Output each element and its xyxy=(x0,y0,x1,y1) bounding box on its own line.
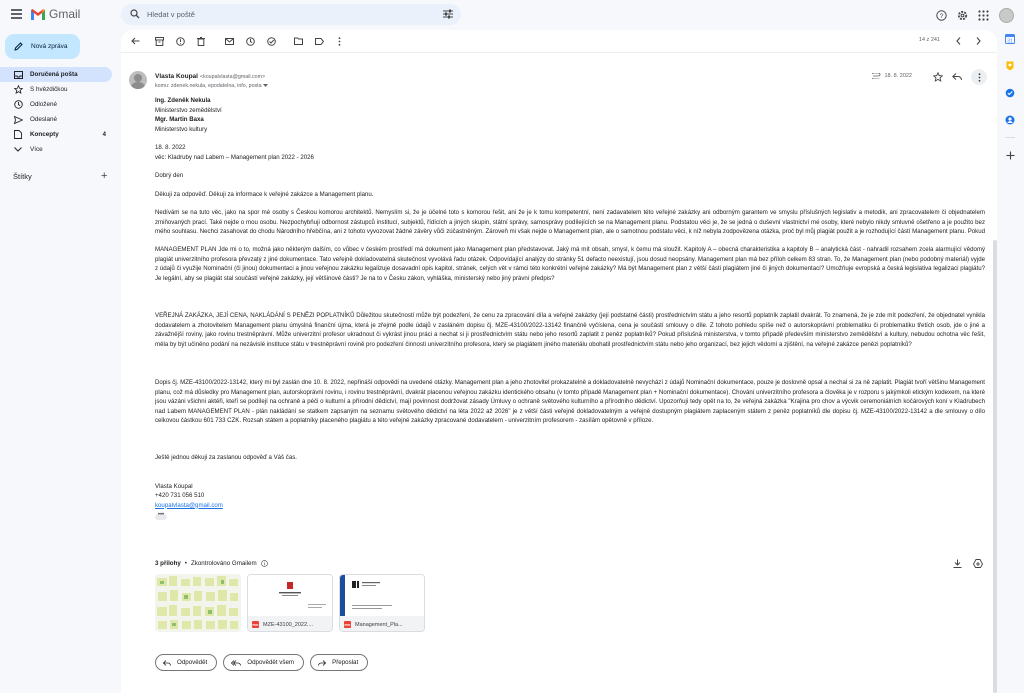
subject-line: věc: Kladruby nad Labem – Management plan 2022 - 2026 xyxy=(155,153,314,161)
signature-email-link[interactable]: koupalvlasta@gmail.com xyxy=(155,501,223,509)
addressee-name: Mgr. Martin Baxa xyxy=(155,116,204,123)
scrollbar[interactable] xyxy=(993,240,997,693)
document-thumbnail-image xyxy=(248,575,333,616)
delete-icon[interactable] xyxy=(196,36,206,46)
pdf-icon: PDF xyxy=(252,622,259,627)
message-more-button[interactable] xyxy=(971,69,987,85)
attachment-2[interactable] xyxy=(247,574,333,632)
show-trimmed-content-button[interactable]: ••• xyxy=(155,514,167,520)
star-message-icon[interactable] xyxy=(933,72,943,82)
more-options-icon[interactable] xyxy=(334,36,344,46)
sender-name[interactable]: Vlasta Koupal xyxy=(155,73,198,80)
paragraph-4: VEŘEJNÁ ZAKÁZKA, JEJÍ CENA, NAKLÁDÁNÍ S PENĚZI POPLATNÍKŮ Důležitou skutečností může být podezření, že cenu za zpracování díla a veřejné zakázky (její podstatné části) prostřednictvím státu a jeho resortů poplatník zaplatil dvakrát. To znamená, že je zde mít podezření, že objednatel vynikla dodavatelem a zhotovitelem Management planu úmyslná finanční újma, která je zřejmě podle údajů v zasláném dopisu čj. MZE-43100/2022-13142 finančně vyčíslena, cena je součástí smlouvy o díle. Z tohoto pohledu spíše než o autorskoprávní problematiku či problematiku třetích osob, jde o jiné a závažnější roviny, jako rovinu trestněprávní. Může univerzitní profesor ukradnout či vykrást jinou práci a nechat si ji prostřednictvím státu nebo jeho resortů zaplatit z peněz poplatníků? Pokud příslušná ministerstva, v tomto případě především ministerstvo zemědělství a kultury, nebudou ochotna věc řešit, měla by být učiněno podání na nezávislé instituce státu v trestněprávní rovině pro podezření činnosti univerzitního profesora, který se plagiátem jiného materiálu obohatil prostřednictvím státu nebo jeho organizací, bez jejich vědomí a zjištění, na veřejné zakázce penězi poplatníků? xyxy=(155,312,985,348)
attachments-header: 3 přílohy • Zkontrolováno Gmailem xyxy=(155,560,268,567)
reply-label: Odpovědět xyxy=(177,659,208,666)
reply-all-label: Odpovědět všem xyxy=(247,659,295,666)
paragraph-1: Děkuji za odpověď. Děkuji za informace k veřejné zakázce a Management planu. xyxy=(155,190,374,198)
attachments-count: 3 přílohy xyxy=(155,560,181,567)
sidebar-item-label: Doručená pošta xyxy=(30,71,78,78)
sidebar-item-label: Odeslané xyxy=(30,116,57,123)
greeting: Dobrý den xyxy=(155,172,184,179)
sidebar-item-starred[interactable] xyxy=(0,82,112,97)
recipients-dropdown-icon[interactable] xyxy=(263,84,268,87)
sender-email: <koupalvlasta@gmail.com> xyxy=(199,74,266,80)
star-icon xyxy=(14,85,23,94)
reply-all-button[interactable] xyxy=(223,654,304,671)
reply-actions xyxy=(155,654,368,671)
svg-text:?: ? xyxy=(939,13,944,20)
forward-arrow-icon xyxy=(318,660,326,666)
paragraph-6: Ještě jednou děkuji za zaslanou odpověď a Váš čas. xyxy=(155,454,297,461)
info-icon[interactable] xyxy=(261,560,268,567)
keep-icon[interactable] xyxy=(1005,61,1015,71)
addressee-org: Ministerstvo zemědělství xyxy=(155,106,222,114)
snooze-icon[interactable] xyxy=(245,36,255,46)
message-date-text: 18. 8. 2022 xyxy=(884,73,912,79)
sidebar-item-drafts[interactable] xyxy=(0,127,112,142)
letter-date: 18. 8. 2022 xyxy=(155,144,186,151)
back-arrow-icon[interactable] xyxy=(130,36,140,46)
sidebar-item-inbox[interactable] xyxy=(0,67,112,82)
signature-phone: +420 731 056 510 xyxy=(155,492,205,499)
attachment-3[interactable] xyxy=(339,574,425,632)
vertical-dots-icon xyxy=(978,73,981,82)
reply-arrow-icon xyxy=(163,660,171,666)
addressee-org: Ministerstvo kultury xyxy=(155,125,208,133)
clock-icon xyxy=(14,100,23,109)
sidebar-nav xyxy=(0,67,118,157)
gmail-logo-text: Gmail xyxy=(49,7,81,21)
paragraph-2: Nedívám se na tuto věc, jako na spor mé osoby s Českou komorou architektů. Nemyslím si, že je účelné toto s komorou řešit, ani že je k tomu kompetentní, není zadavatelem této veřejné zakázky ani odborným garantem ve smyslu příslušných legislativ a metodik, ani zpracovatelem či objednatelem zmiňovaných prací. Také nejde o mou osobu. Nezpochybňuji odbornost zástupců institucí, subjektů, řídících a jiných skupin, státní správy, samosprávy podílejících se na Management planu. Podstatou věci je, že se jedná o duševní vlastnictví mé osoby, které nebylo nikdy smluvně ošetřeno a je použito bez mého souhlasu. Nechci zasahovat do chodu Národního hřebčína, ani z tohoto vyvozovat žádné závěry vůči zúčastněným. Zároveň mi však nejde o Management plan, ale o samotnou podstatu věci, k níž nebyla zodpovězena otázka, proč byl můj plagiát použit a je rozhodující částí Management planu. Pokud xyxy=(155,209,985,235)
sender-avatar[interactable] xyxy=(129,71,147,89)
sidebar-item-more[interactable] xyxy=(0,142,112,157)
paragraph-3: MANAGEMENT PLAN Jde mi o to, možná jako některým dalším, co vůbec v českém prostředí má dokument jako Management plan představovat. Jaký má mít obsah, smysl, k čemu má sloužit. Kapitoly A – obecná charakteristika a kapitoly B – analytická část - nahradil rozsahem zcela alarmující vědomý plagiát univerzitního profesora převzatý z jiné dokumentace. Tato veřejně dokladovatelná skutečnost vyvolává řadu otázek. Odpovídající analýzy do stránky 51 defacto neexistují, jsou dosud neopsány. Management plan má bez příloh celkem 83 stran. To, že Management plan (nebo podobný materiál) vyjde z údajů či využije Nominační (či jinou) dokumentaci a jinou veřejnou zakázku legalizuje dosavadní opis kapitol, stránek, celých vět v rámci této konkrétní veřejné zakázky? Má být Management plan z větší části plagiátem jiné či jiných dokumentací? Umožňuje evropská a česká legislativa legalizaci plagiátu? Je legální, aby se plagiát stal součástí veřejné zakázky, její většinové části? Je na to v Česku zákon, vyhláška, ministerský nebo jiný právní předpis? xyxy=(155,246,985,282)
attachment-footer xyxy=(340,616,425,632)
calendar-icon[interactable] xyxy=(1005,34,1015,44)
sidebar-item-snoozed[interactable] xyxy=(0,97,112,112)
draft-icon xyxy=(14,130,22,139)
attachment-filename: Management_Pla... xyxy=(355,621,403,628)
gmail-logo[interactable] xyxy=(31,7,80,21)
drafts-count: 4 xyxy=(102,131,106,138)
sidebar-item-label: Koncepty xyxy=(30,131,59,138)
search-icon[interactable] xyxy=(130,9,140,19)
sidebar-item-label: Odložené xyxy=(30,101,57,108)
message-view xyxy=(121,30,997,693)
addressee-name: Ing. Zdeněk Nekula xyxy=(155,97,211,104)
pencil-icon xyxy=(14,42,23,51)
report-spam-icon[interactable] xyxy=(175,36,185,46)
recipients-text: komu: zdenek.nekula, epodatelna, info, posta xyxy=(155,83,262,89)
older-chevron-icon[interactable] xyxy=(973,36,983,46)
signature-name: Vlasta Koupal xyxy=(155,482,193,490)
add-addon-icon[interactable] xyxy=(1005,150,1015,160)
attachment-footer xyxy=(248,616,333,632)
sidebar-item-label: Více xyxy=(30,146,43,153)
message-toolbar xyxy=(121,30,997,52)
document-thumbnail-image xyxy=(340,575,425,616)
message-body xyxy=(155,96,985,529)
paragraph-5: Dopis čj. MZE-43100/2022-13142, který mi byl zaslán dne 10. 8. 2022, nepřináší odpovědi na uvedené otázky. Management plan a jeho zhotovitel prokazatelně a dokladovatelně nevychází z údajů Nominační dokumentace, pouze je doslovně opsal a nechal si za ně zaplatit. Plagiát tvoří většinu Management planu, což má důsledky pro Management plan, autorskoprávní rovinu, i rovinu trestněprávní, dvakrát placenou veřejnou zakázku identického obsahu (v tomto případě Management plan + Nominační dokumentace). Chování univerzitního profesora a člověka je v rozporu s jakýmkoli etickým kodexem, na které jsou vázáni všichni aktéři, kteří se podílejí na ochraně a péči o kulturní a přírodní dědictví, mají povinnost dodržovat zásady Úmluvy o ochraně světového kulturního a přírodního dědictví. Upozorňuji tedy opět na to, že veřejná zakázka "Krajina pro chov a výcvik ceremoniálních kočárových koní v Kladrubech nad Labem MANAGEMENT PLAN - plán nakládání se statkem zapsaným na seznamu světového dědictví na léta 2022 až 2026" je z větší části veřejně dokladovatelným a veřejně dostupným plagiátem zaplaceným státem z peněz poplatníků dle dopisu čj. MZE-43100/2022-13142 a dle smlouvy o dílo celkovou částkou 601 733 CZK. Rozsah státem a poplatníky placeného plagiátu a této veřejné zakázky zpracované dodavatelem - univerzitním profesorem - zasílám opětovně v příloze. xyxy=(155,379,985,424)
chevron-down-icon xyxy=(14,147,22,152)
archive-icon[interactable] xyxy=(154,36,164,46)
newer-chevron-icon[interactable] xyxy=(953,36,963,46)
sidebar-item-label: S hvězdičkou xyxy=(30,86,68,93)
forward-label: Přeposlat xyxy=(332,659,359,666)
map-thumbnail-image xyxy=(155,574,241,632)
reply-all-arrow-icon xyxy=(231,660,241,666)
save-to-drive-icon[interactable] xyxy=(973,559,983,568)
label-icon[interactable] xyxy=(314,36,324,46)
gmail-m-icon xyxy=(31,9,45,20)
reply-button[interactable] xyxy=(155,654,217,671)
apps-grid-icon[interactable] xyxy=(978,10,989,21)
attachment-1[interactable] xyxy=(155,574,241,632)
labels-heading: Štítky xyxy=(13,172,32,181)
search-options-icon[interactable] xyxy=(443,9,453,19)
svg-text:31: 31 xyxy=(1007,38,1013,44)
sidebar-item-sent[interactable] xyxy=(0,112,112,127)
reply-icon[interactable] xyxy=(952,73,962,81)
compose-button[interactable] xyxy=(5,34,80,59)
attachment-clip-icon xyxy=(872,73,881,79)
recipients-line[interactable] xyxy=(155,83,268,89)
compose-label: Nová zpráva xyxy=(31,43,68,50)
main-menu-icon[interactable] xyxy=(11,9,22,19)
forward-button[interactable] xyxy=(310,654,368,671)
attachment-filename: MZE-43100_2022.... xyxy=(263,621,314,628)
mark-unread-icon[interactable] xyxy=(224,36,234,46)
top-bar xyxy=(0,0,1024,30)
search-input[interactable] xyxy=(147,8,407,21)
add-label-icon[interactable]: + xyxy=(101,170,108,182)
add-task-icon[interactable] xyxy=(266,36,276,46)
help-icon[interactable] xyxy=(936,10,947,21)
rail-divider xyxy=(1005,137,1015,138)
move-to-icon[interactable] xyxy=(293,36,303,46)
toolbar-divider xyxy=(121,52,997,53)
account-avatar[interactable] xyxy=(999,8,1014,23)
send-icon xyxy=(14,116,23,124)
pager-count: 14 z 241 xyxy=(918,37,940,43)
contacts-icon[interactable] xyxy=(1005,115,1015,125)
inbox-icon xyxy=(14,71,23,79)
side-panel-rail xyxy=(1005,34,1019,177)
tasks-icon[interactable] xyxy=(1005,88,1015,98)
sender-line xyxy=(155,73,265,80)
settings-gear-icon[interactable] xyxy=(957,10,968,21)
attachments-scanned: Zkontrolováno Gmailem xyxy=(190,560,257,567)
search-bar[interactable] xyxy=(121,4,461,25)
pdf-icon: PDF xyxy=(344,622,351,627)
message-date xyxy=(872,73,912,79)
download-all-icon[interactable] xyxy=(953,559,962,568)
